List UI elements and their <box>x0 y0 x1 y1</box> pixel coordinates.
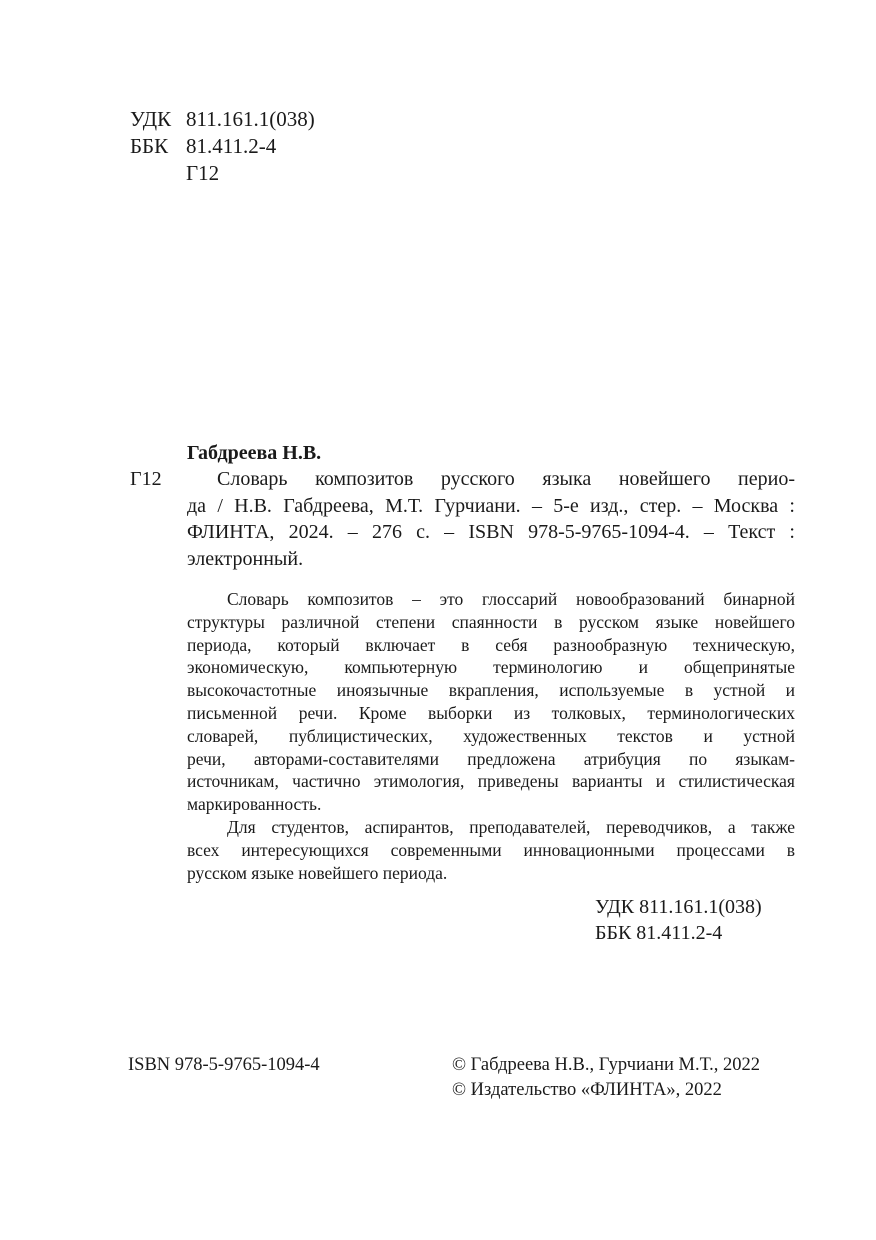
annotation-line: русском языке новейшего периода. <box>187 862 448 883</box>
bib-line: Словарь композитов русского языка новейшего перио- <box>217 468 795 490</box>
annotation-line: источникам, частично этимология, приведены варианты и стилистическая <box>187 771 795 792</box>
annotation <box>187 588 795 884</box>
author-heading: Габдреева Н.В. <box>187 442 322 464</box>
isbn: ISBN 978-5-9765-1094-4 <box>128 1055 320 1075</box>
udk-value: 811.161.1(038) <box>186 107 315 131</box>
annotation-line: структуры различной степени спаянности в русском языке новейшего <box>187 611 795 632</box>
annotation-line: речи, авторами-составителями предложена атрибуция по языкам- <box>187 748 795 769</box>
bibliographic-entry <box>130 440 795 946</box>
entry-bbk: ББК 81.411.2-4 <box>595 922 723 945</box>
annotation-line: высокочастотные иноязычные вкрапления, используемые в устной и <box>187 680 795 701</box>
bbk-row <box>130 133 315 160</box>
copyright-publisher: © Издательство «ФЛИНТА», 2022 <box>452 1080 722 1100</box>
bbk-label: ББК <box>130 134 169 158</box>
annotation-line: письменной речи. Кроме выборки из толковых, терминологических <box>187 702 795 723</box>
entry-udk: УДК 811.161.1(038) <box>595 896 762 919</box>
annotation-line: экономическую, компьютерную терминологию и общепринятые <box>187 657 795 678</box>
author-mark-top: Г12 <box>186 161 220 185</box>
classification-codes <box>130 106 315 187</box>
bib-line: электронный. <box>187 547 304 570</box>
annotation-line: всех интересующихся современными инновационными процессами в <box>187 839 795 860</box>
annotation-line: периода, который включает в себя разнообразную техническую, <box>187 634 795 655</box>
annotation-line: Для студентов, аспирантов, преподавателей, переводчиков, а также <box>227 816 795 837</box>
annotation-line: маркированность. <box>187 794 322 815</box>
annotation-line: Словарь композитов – это глоссарий новообразований бинарной <box>227 589 795 609</box>
author-mark-side: Г12 <box>130 468 162 490</box>
udk-label: УДК <box>130 107 172 131</box>
bib-line: ФЛИНТА, 2024. – 276 с. – ISBN 978-5-9765-1094-4. – Текст : <box>187 521 795 543</box>
entry-classification-codes <box>187 894 795 946</box>
bbk-value: 81.411.2-4 <box>186 134 277 158</box>
udk-row <box>130 106 315 133</box>
copyright-block <box>452 1053 760 1103</box>
bibliographic-description <box>187 466 795 572</box>
copyright-authors: © Габдреева Н.В., Гурчиани М.Т., 2022 <box>452 1055 760 1075</box>
annotation-line: словарей, публицистических, художественных текстов и устной <box>187 725 795 746</box>
bib-line: да / Н.В. Габдреева, М.Т. Гурчиани. – 5-е изд., стер. – Москва : <box>187 494 795 517</box>
